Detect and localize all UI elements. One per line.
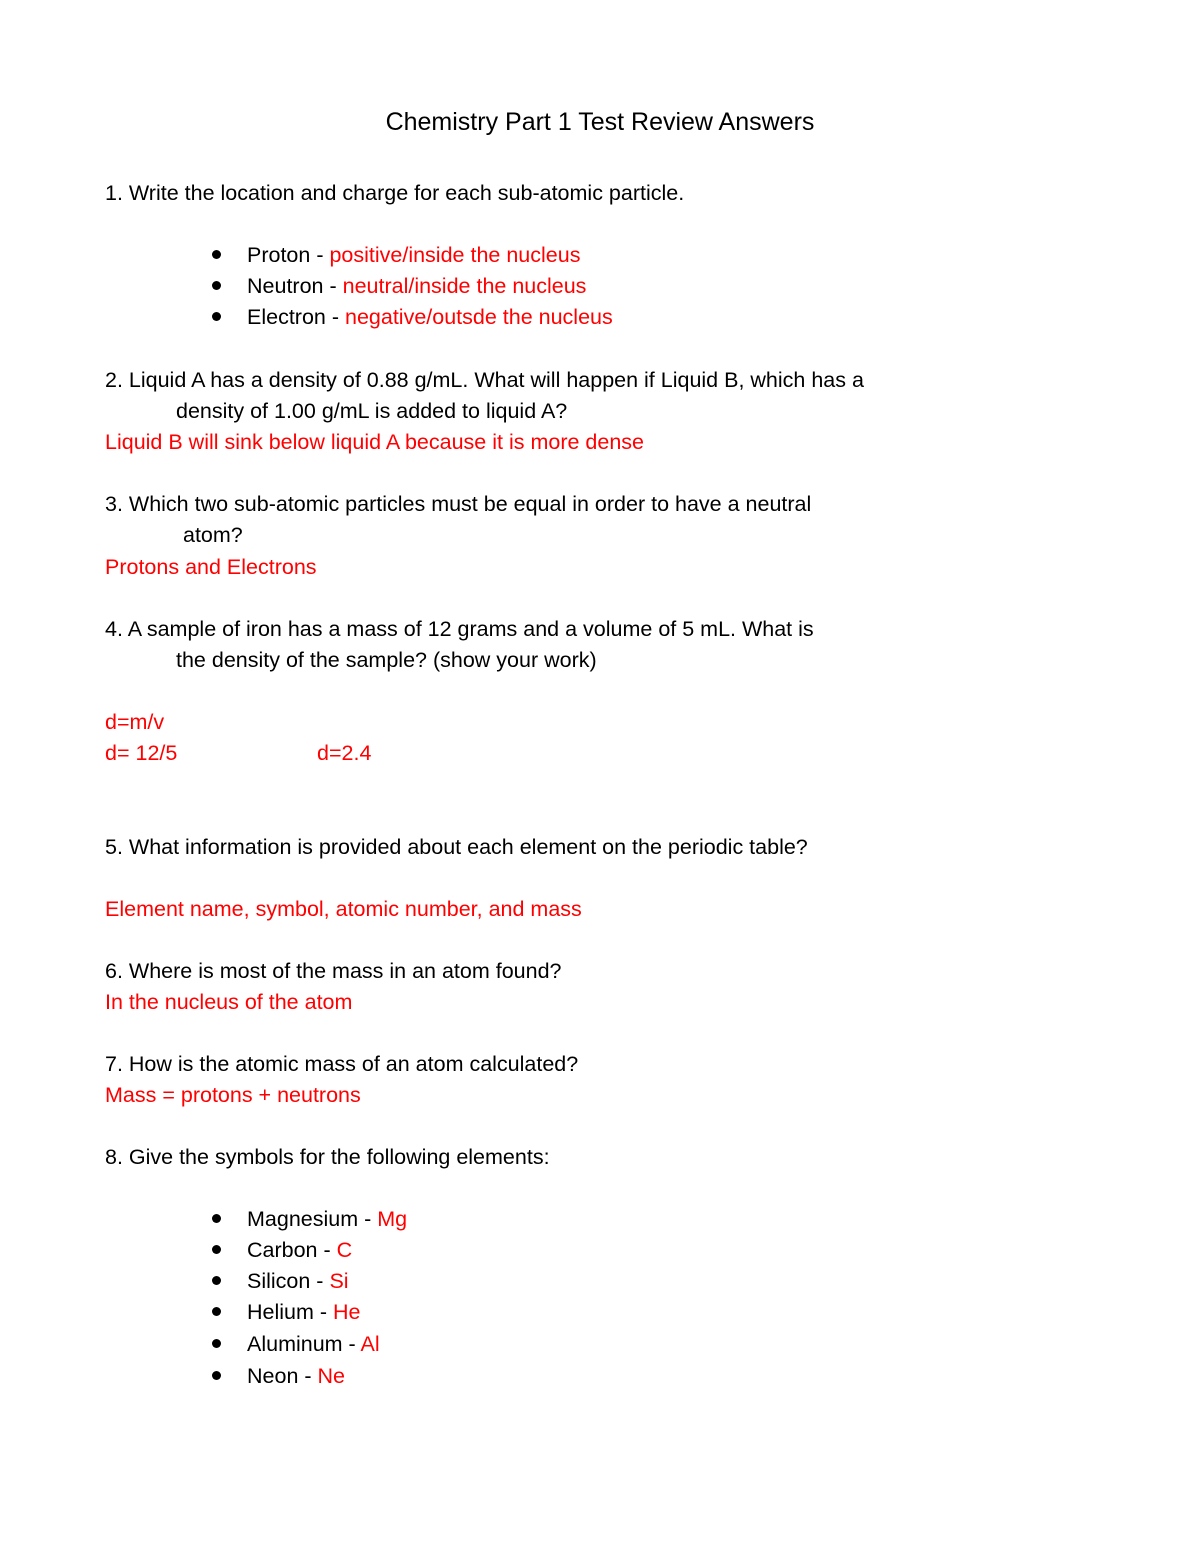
work-substitution: d= 12/5: [105, 741, 178, 765]
list-item: [212, 1267, 349, 1295]
item-label: Helium -: [247, 1300, 334, 1324]
bullet-icon: [212, 1276, 221, 1285]
question-4-line-1: 4. A sample of iron has a mass of 12 grams and a volume of 5 mL. What is: [105, 617, 814, 641]
bullet-icon: [212, 1371, 221, 1380]
list-item: [212, 1236, 353, 1264]
item-label: Aluminum -: [247, 1332, 361, 1356]
list-item: [212, 1298, 361, 1326]
bullet-icon: [212, 1245, 221, 1254]
question-8: 8. Give the symbols for the following elements:: [105, 1145, 550, 1169]
item-answer: Al: [360, 1332, 380, 1356]
item-label: Silicon -: [247, 1269, 330, 1293]
item-answer: Mg: [377, 1207, 408, 1231]
item-answer: neutral/inside the nucleus: [342, 274, 587, 298]
item-label: Proton -: [247, 243, 330, 267]
list-item: [212, 241, 581, 269]
answer-2: Liquid B will sink below liquid A because it is more dense: [105, 430, 644, 454]
item-label: Electron -: [247, 305, 345, 329]
question-7: 7. How is the atomic mass of an atom calculated?: [105, 1052, 579, 1076]
list-item: [212, 272, 587, 300]
question-5: 5. What information is provided about each element on the periodic table?: [105, 835, 808, 859]
item-answer: Si: [329, 1269, 349, 1293]
work-result: d=2.4: [317, 741, 372, 765]
answer-7: Mass = protons + neutrons: [105, 1083, 361, 1107]
work-formula: d=m/v: [105, 710, 165, 734]
list-item: [212, 1205, 408, 1233]
bullet-icon: [212, 250, 221, 259]
item-answer: C: [336, 1238, 353, 1262]
item-answer: He: [333, 1300, 361, 1324]
bullet-icon: [212, 312, 221, 321]
question-3-line-2: atom?: [183, 523, 243, 547]
item-label: Neutron -: [247, 274, 343, 298]
list-item: [212, 303, 613, 331]
item-label: Magnesium -: [247, 1207, 378, 1231]
item-answer: Ne: [317, 1364, 345, 1388]
item-answer: positive/inside the nucleus: [329, 243, 581, 267]
bullet-icon: [212, 1307, 221, 1316]
question-6: 6. Where is most of the mass in an atom found?: [105, 959, 562, 983]
answer-6: In the nucleus of the atom: [105, 990, 353, 1014]
bullet-icon: [212, 1339, 221, 1348]
answer-5: Element name, symbol, atomic number, and mass: [105, 897, 582, 921]
document-title: Chemistry Part 1 Test Review Answers: [385, 108, 815, 136]
question-4-line-2: the density of the sample? (show your work): [176, 648, 597, 672]
bullet-icon: [212, 281, 221, 290]
item-label: Neon -: [247, 1364, 318, 1388]
question-2-line-2: density of 1.00 g/mL is added to liquid A?: [176, 399, 568, 423]
bullet-icon: [212, 1214, 221, 1223]
answer-3: Protons and Electrons: [105, 555, 317, 579]
question-2-line-1: 2. Liquid A has a density of 0.88 g/mL. What will happen if Liquid B, which has a: [105, 368, 864, 392]
list-item: [212, 1362, 345, 1390]
question-1: 1. Write the location and charge for each sub-atomic particle.: [105, 181, 685, 205]
question-3-line-1: 3. Which two sub-atomic particles must be equal in order to have a neutral: [105, 492, 812, 516]
item-answer: negative/outsde the nucleus: [344, 305, 613, 329]
item-label: Carbon -: [247, 1238, 337, 1262]
list-item: [212, 1330, 380, 1358]
